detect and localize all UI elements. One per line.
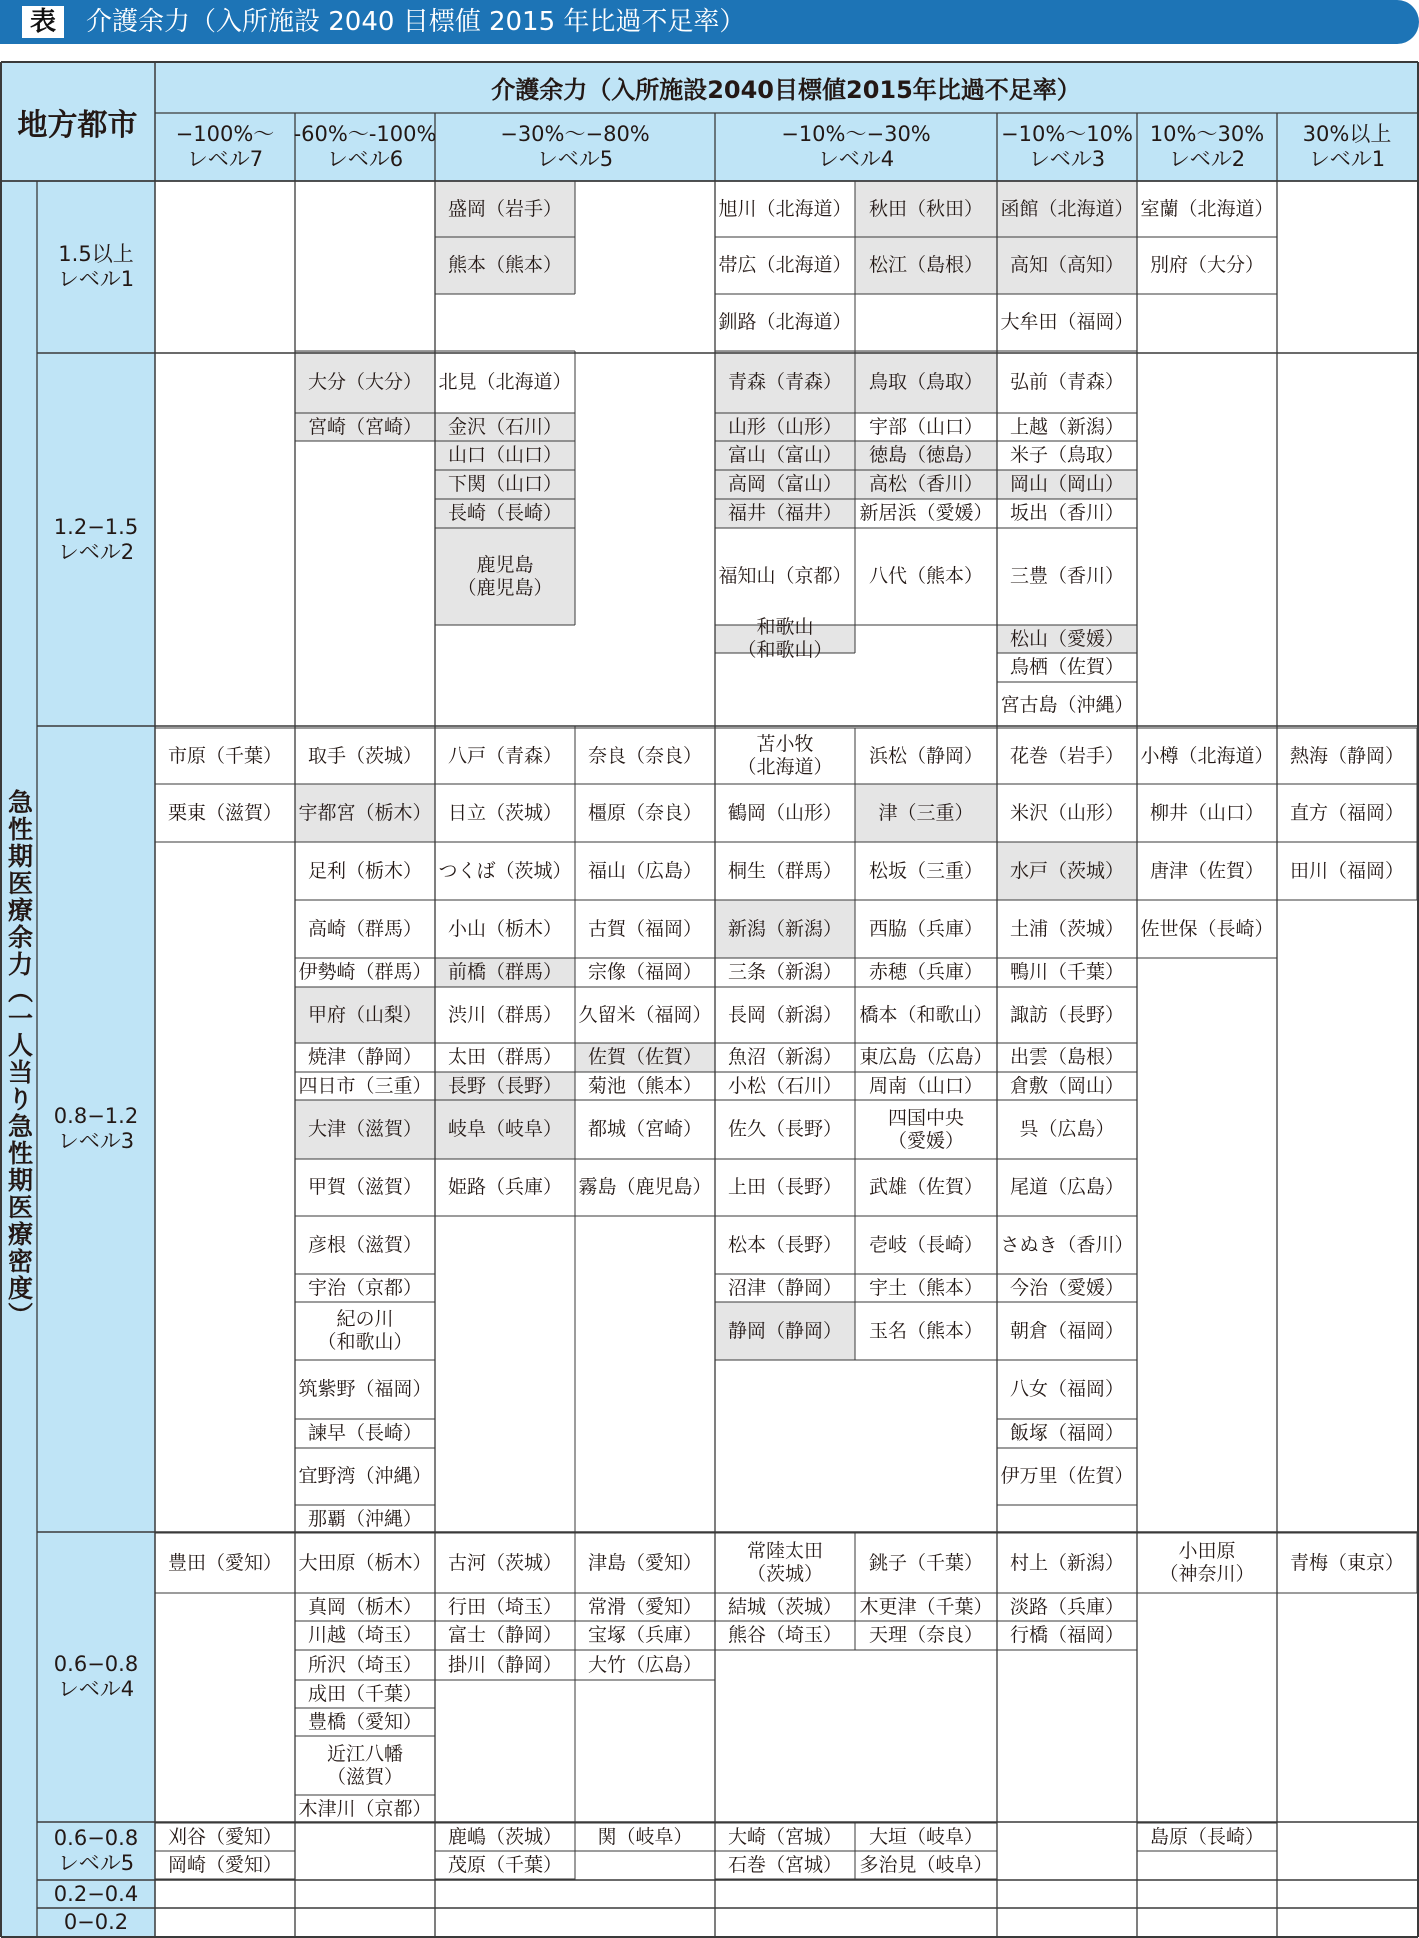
city-cell: 今治（愛媛）	[1009, 1276, 1124, 1299]
city-cell: 徳島（徳島）	[868, 444, 983, 466]
column-range: 30%以上	[1302, 122, 1392, 146]
city-cell: 長崎（長崎）	[447, 502, 562, 524]
city-cell: 福知山（京都）	[718, 565, 852, 587]
column-header	[715, 113, 997, 181]
city-cell: 岡崎（愛知）	[167, 1853, 282, 1876]
city-cell: 掛川（静岡）	[447, 1653, 562, 1676]
city-cell: 松坂（三重）	[868, 859, 983, 882]
row-range: 1.5以上	[58, 242, 134, 266]
city-cell: 飯塚（福岡）	[1009, 1422, 1124, 1444]
city-cell: 函館（北海道）	[1000, 197, 1134, 220]
city-cell: 姫路（兵庫）	[447, 1176, 562, 1198]
city-cell: 大田原（栃木）	[298, 1551, 432, 1574]
row-header	[37, 353, 155, 726]
city-cell: 常陸太田 （茨城）	[746, 1540, 823, 1585]
city-cell: 秋田（秋田）	[868, 197, 983, 220]
city-cell: 宇治（京都）	[307, 1276, 422, 1299]
city-cell: 福山（広島）	[587, 859, 702, 882]
city-cell: 村上（新潟）	[1009, 1551, 1124, 1574]
city-cell: 八代（熊本）	[868, 565, 983, 587]
city-cell: 行橋（福岡）	[1009, 1624, 1124, 1646]
city-cell: 行田（埼玉）	[447, 1595, 562, 1618]
row-range: 0.6−0.8	[53, 1826, 139, 1850]
column-header	[295, 113, 435, 181]
city-cell: 新居浜（愛媛）	[859, 502, 993, 524]
city-cell: 石巻（宮城）	[727, 1853, 842, 1876]
city-cell: 松山（愛媛）	[1009, 627, 1124, 650]
city-cell: 金沢（石川）	[447, 415, 562, 438]
city-cell: 鹿嶋（茨城）	[447, 1825, 562, 1848]
city-cell: 熊谷（埼玉）	[727, 1624, 842, 1646]
city-cell: 宇部（山口）	[868, 415, 983, 438]
row-header	[37, 1880, 155, 1908]
city-cell: 川越（埼玉）	[307, 1624, 422, 1646]
city-cell: 周南（山口）	[868, 1074, 983, 1097]
table-tag: 表	[22, 6, 64, 38]
city-cell: 朝倉（福岡）	[1009, 1319, 1124, 1342]
top-title: 介護余力（入所施設2040目標値2015年比過不足率）	[491, 76, 1081, 104]
city-cell: 尾道（広島）	[1009, 1176, 1124, 1198]
city-cell: 刈谷（愛知）	[167, 1825, 282, 1848]
column-level: レベル3	[1028, 147, 1106, 171]
city-cell: 花巻（岩手）	[1009, 744, 1124, 767]
city-cell: 静岡（静岡）	[727, 1319, 842, 1342]
city-cell: 柳井（山口）	[1149, 801, 1264, 824]
column-header	[1277, 113, 1417, 181]
title-banner	[0, 0, 1419, 44]
city-cell: 鳥取（鳥取）	[868, 370, 983, 393]
city-cell: 北見（北海道）	[438, 370, 572, 393]
row-range: 0.8−1.2	[53, 1104, 139, 1128]
city-cell: 渋川（群馬）	[447, 1003, 562, 1026]
city-cell: 鹿児島 （鹿児島）	[457, 553, 553, 599]
city-cell: 諏訪（長野）	[1009, 1003, 1124, 1026]
city-cell: 長岡（新潟）	[727, 1003, 842, 1026]
city-cell: 四国中央 （愛媛）	[887, 1106, 964, 1152]
city-cell: 米沢（山形）	[1009, 801, 1124, 824]
city-cell: 鶴岡（山形）	[727, 801, 842, 824]
city-cell: 八戸（青森）	[447, 744, 562, 767]
row-level: レベル3	[57, 1129, 135, 1153]
city-cell: 太田（群馬）	[447, 1046, 562, 1068]
city-cell: 甲賀（滋賀）	[307, 1176, 422, 1198]
city-cell: 伊万里（佐賀）	[1000, 1465, 1134, 1487]
city-cell: 高知（高知）	[1009, 254, 1124, 276]
city-cell: 土浦（茨城）	[1009, 917, 1124, 940]
city-cell: 上越（新潟）	[1009, 415, 1124, 438]
city-cell: 高岡（富山）	[727, 473, 842, 495]
column-range: −10%〜−30%	[781, 122, 931, 146]
city-cell: 富士（静岡）	[447, 1624, 562, 1646]
city-cell: 豊橋（愛知）	[307, 1710, 422, 1733]
city-cell: 岐阜（岐阜）	[447, 1118, 562, 1140]
city-cell: 鴨川（千葉）	[1009, 961, 1124, 983]
city-cell: 坂出（香川）	[1009, 502, 1124, 524]
row-level: レベル5	[57, 1851, 135, 1875]
city-cell: 青森（青森）	[727, 370, 842, 393]
city-cell: 山口（山口）	[447, 444, 562, 466]
city-cell: 田川（福岡）	[1289, 859, 1404, 882]
city-cell: 苫小牧 （北海道）	[737, 733, 833, 778]
column-range: −30%〜−80%	[500, 122, 650, 146]
city-cell: 高松（香川）	[868, 473, 983, 495]
row-range: 0.2−0.4	[53, 1881, 139, 1906]
city-cell: 淡路（兵庫）	[1009, 1595, 1124, 1618]
city-cell: 下関（山口）	[447, 473, 562, 495]
table-title: 介護余力（入所施設 2040 目標値 2015 年比過不足率）	[86, 7, 746, 37]
city-cell: 常滑（愛知）	[587, 1595, 702, 1618]
city-cell: 成田（千葉）	[307, 1682, 422, 1705]
row-range: 1.2−1.5	[53, 514, 139, 539]
city-cell: 紀の川 （和歌山）	[317, 1308, 413, 1353]
city-cell: 前橋（群馬）	[447, 961, 562, 983]
row-header	[37, 181, 155, 353]
city-cell: 盛岡（岩手）	[447, 197, 562, 220]
city-cell: 釧路（北海道）	[718, 311, 852, 333]
city-cell: 壱岐（長崎）	[868, 1233, 983, 1256]
column-range: −10%〜10%	[1001, 122, 1133, 146]
city-cell: 天理（奈良）	[868, 1624, 983, 1646]
row-header	[37, 1532, 155, 1822]
city-cell: 呉（広島）	[1019, 1118, 1115, 1140]
city-cell: 近江八幡 （滋賀）	[326, 1742, 403, 1788]
city-cell: 青梅（東京）	[1289, 1551, 1404, 1574]
city-cell: 宮崎（宮崎）	[307, 415, 422, 438]
city-cell: 上田（長野）	[727, 1176, 842, 1198]
city-cell: 松江（島根）	[868, 254, 983, 276]
city-cell: 沼津（静岡）	[727, 1276, 842, 1299]
city-cell: 山形（山形）	[727, 415, 842, 438]
city-cell: 宝塚（兵庫）	[587, 1624, 702, 1646]
city-cell: 赤穂（兵庫）	[868, 961, 983, 983]
city-cell: 小山（栃木）	[447, 917, 562, 940]
column-level: レベル1	[1308, 147, 1386, 171]
city-cell: 津島（愛知）	[587, 1551, 702, 1574]
city-cell: 浜松（静岡）	[868, 744, 983, 767]
city-cell: 筑紫野（福岡）	[298, 1378, 432, 1400]
city-cell: 宗像（福岡）	[587, 961, 702, 983]
city-cell: 出雲（島根）	[1009, 1046, 1124, 1068]
city-cell: 多治見（岐阜）	[859, 1853, 993, 1876]
city-cell: 倉敷（岡山）	[1009, 1074, 1124, 1097]
column-range: −100%〜	[175, 122, 275, 146]
city-cell: 久留米（福岡）	[578, 1003, 712, 1026]
row-header	[37, 1908, 155, 1937]
city-cell: 大分（大分）	[307, 370, 422, 393]
column-header	[155, 113, 295, 181]
city-cell: 帯広（北海道）	[718, 254, 852, 276]
city-cell: 那覇（沖縄）	[307, 1507, 422, 1530]
city-cell: 熱海（静岡）	[1289, 744, 1404, 767]
city-cell: 木更津（千葉）	[859, 1595, 993, 1618]
city-cell: 佐世保（長崎）	[1140, 917, 1274, 940]
city-cell: 諫早（長崎）	[307, 1422, 422, 1444]
city-cell: 鳥栖（佐賀）	[1009, 656, 1124, 678]
city-cell: 市原（千葉）	[167, 744, 282, 767]
city-cell: 伊勢崎（群馬）	[298, 961, 432, 983]
column-range: -60%〜-100%	[293, 122, 437, 146]
city-cell: 旭川（北海道）	[718, 197, 852, 220]
row-header	[37, 1822, 155, 1880]
matrix-table	[0, 60, 1419, 1938]
city-cell: 大竹（広島）	[587, 1653, 702, 1676]
city-cell: 木津川（京都）	[298, 1797, 432, 1820]
city-cell: 室蘭（北海道）	[1140, 197, 1274, 220]
city-cell: 古河（茨城）	[447, 1551, 562, 1574]
city-cell: 水戸（茨城）	[1009, 859, 1124, 882]
row-level: レベル4	[57, 1677, 135, 1701]
city-cell: 栗東（滋賀）	[167, 801, 282, 824]
row-range: 0−0.2	[63, 1910, 129, 1934]
city-cell: 福井（福井）	[727, 502, 842, 524]
city-cell: 富山（富山）	[727, 444, 842, 466]
column-level: レベル2	[1168, 147, 1246, 171]
city-cell: 高崎（群馬）	[307, 917, 422, 940]
row-header	[37, 726, 155, 1532]
city-cell: 佐賀（佐賀）	[587, 1046, 702, 1068]
city-cell: 三豊（香川）	[1009, 565, 1124, 587]
city-cell: 佐久（長野）	[727, 1118, 842, 1140]
city-cell: 足利（栃木）	[307, 859, 422, 882]
city-cell: 熊本（熊本）	[447, 254, 562, 276]
city-cell: つくば（茨城）	[438, 859, 572, 882]
city-cell: 焼津（静岡）	[307, 1046, 422, 1068]
city-cell: 宇都宮（栃木）	[298, 801, 432, 824]
city-cell: 霧島（鹿児島）	[578, 1176, 712, 1198]
city-cell: 岡山（岡山）	[1009, 473, 1124, 495]
city-cell: 大牟田（福岡）	[1000, 311, 1134, 333]
city-cell: 橿原（奈良）	[587, 801, 702, 824]
city-cell: 真岡（栃木）	[307, 1595, 422, 1618]
city-cell: 小田原 （神奈川）	[1159, 1540, 1255, 1585]
city-cell: 唐津（佐賀）	[1149, 859, 1264, 882]
city-cell: 東広島（広島）	[859, 1046, 993, 1068]
city-cell: 都城（宮崎）	[587, 1118, 702, 1140]
city-cell: 銚子（千葉）	[868, 1551, 983, 1574]
city-cell: 別府（大分）	[1149, 254, 1264, 276]
row-level: レベル1	[57, 267, 135, 291]
city-cell: 宜野湾（沖縄）	[298, 1465, 432, 1487]
column-header	[997, 113, 1137, 181]
row-level: レベル2	[57, 539, 135, 564]
city-cell: 魚沼（新潟）	[727, 1046, 842, 1068]
column-header	[1137, 113, 1277, 181]
city-cell: 橋本（和歌山）	[859, 1003, 993, 1026]
city-cell: 新潟（新潟）	[727, 917, 842, 940]
column-range: 10%〜30%	[1149, 122, 1265, 146]
column-level: レベル6	[326, 147, 404, 171]
city-cell: 所沢（埼玉）	[307, 1653, 422, 1676]
city-cell: 直方（福岡）	[1289, 801, 1404, 824]
city-cell: 玉名（熊本）	[868, 1319, 983, 1342]
city-cell: さぬき（香川）	[1000, 1233, 1134, 1256]
city-cell: 結城（茨城）	[727, 1595, 842, 1618]
city-cell: 宇土（熊本）	[868, 1276, 983, 1299]
city-cell: 大垣（岐阜）	[868, 1825, 983, 1848]
city-cell: 小松（石川）	[727, 1074, 842, 1097]
city-cell: 菊池（熊本）	[587, 1074, 702, 1097]
corner-label: 地方都市	[17, 107, 138, 143]
city-cell: 八女（福岡）	[1009, 1378, 1124, 1400]
city-cell: 関（岐阜）	[597, 1825, 693, 1848]
city-cell: 大津（滋賀）	[307, 1118, 422, 1140]
row-range: 0.6−0.8	[53, 1652, 139, 1676]
city-cell: 島原（長崎）	[1149, 1825, 1264, 1848]
city-cell: 西脇（兵庫）	[868, 917, 983, 940]
city-cell: 四日市（三重）	[298, 1074, 432, 1097]
city-cell: 武雄（佐賀）	[868, 1176, 983, 1198]
city-cell: 三条（新潟）	[727, 961, 842, 983]
city-cell: 弘前（青森）	[1009, 370, 1124, 393]
city-cell: 長野（長野）	[447, 1074, 562, 1097]
city-cell: 取手（茨城）	[307, 744, 422, 767]
city-cell: 松本（長野）	[727, 1233, 842, 1256]
city-cell: 和歌山 （和歌山）	[737, 616, 833, 661]
city-cell: 米子（鳥取）	[1009, 444, 1124, 466]
city-cell: 茂原（千葉）	[447, 1853, 562, 1876]
city-cell: 小樽（北海道）	[1140, 744, 1274, 767]
city-cell: 桐生（群馬）	[727, 859, 842, 882]
side-title: 急性期医療余力（一人当り急性期医療密度）	[4, 789, 34, 1329]
column-level: レベル7	[186, 147, 264, 171]
city-cell: 豊田（愛知）	[167, 1551, 282, 1574]
city-cell: 彦根（滋賀）	[307, 1233, 422, 1256]
city-cell: 甲府（山梨）	[307, 1003, 422, 1026]
city-cell: 日立（茨城）	[447, 801, 562, 824]
city-cell: 奈良（奈良）	[587, 744, 702, 767]
city-cell: 宮古島（沖縄）	[1000, 693, 1134, 716]
column-level: レベル5	[536, 147, 614, 171]
city-cell: 津（三重）	[878, 801, 974, 824]
city-cell: 古賀（福岡）	[587, 917, 702, 940]
column-level: レベル4	[817, 147, 895, 171]
city-cell: 大崎（宮城）	[727, 1825, 842, 1848]
column-header	[435, 113, 715, 181]
